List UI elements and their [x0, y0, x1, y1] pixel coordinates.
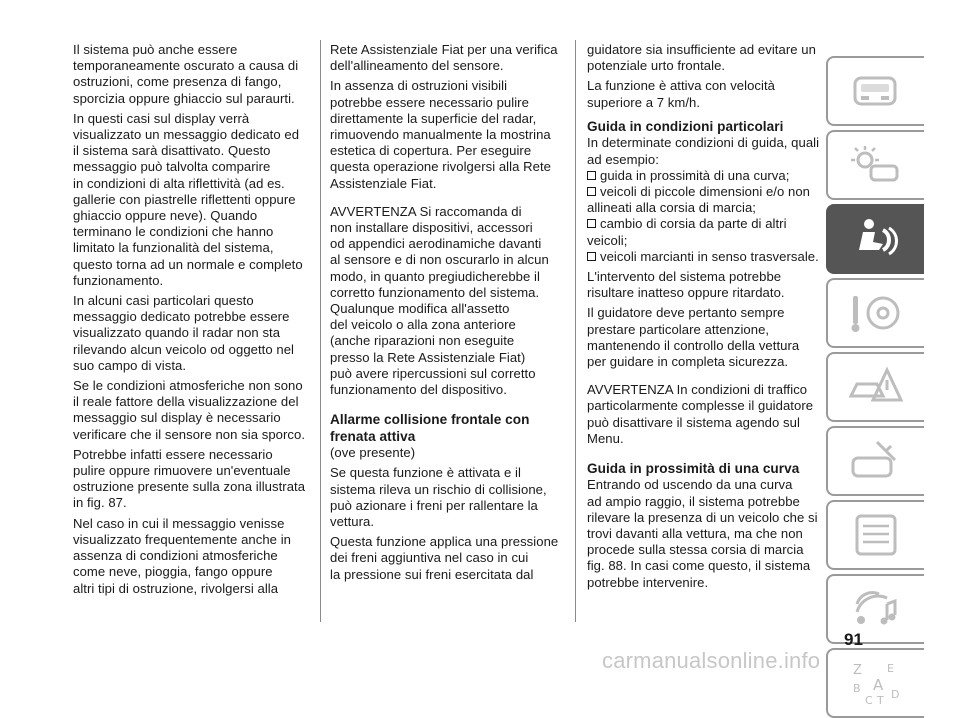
paragraph: Nel caso in cui il messaggio venisse visualizzato frequentemente anche in assenza di condizioni atmosferiche come neve, pioggia, fango oppure altri tipi di ostruzione, rivolgersi alla	[73, 515, 291, 596]
page-number: 91	[844, 630, 863, 649]
bullet-list	[587, 168, 823, 265]
section-heading: Allarme collisione frontale con frenata attiva	[330, 412, 530, 444]
paragraph: In assenza di ostruzioni visibili potrebbe essere necessario pulire direttamente la superficie del radar, rimuovendo manualmente la mostrina estetica di copertura. Per eseguire questa operazione rivolgersi alla Rete Assistenziale Fiat.	[330, 78, 551, 191]
section-heading: Guida in prossimità di una curva	[587, 460, 800, 476]
tab-dashboard[interactable]	[826, 56, 924, 126]
tab-safety[interactable]	[826, 204, 924, 274]
index-letter: Z	[853, 663, 862, 678]
paragraph: Se questa funzione è attivata e il sistema rileva un rischio di collisione, può azionare i freni per rallentare la vettura.	[330, 465, 547, 530]
paragraph: guidatore sia insufficiente ad evitare un potenziale urto frontale.	[587, 42, 816, 74]
paragraph: In alcuni casi particolari questo messaggio dedicato potrebbe essere visualizzato quando il radar non sta rilevando alcun veicolo od oggetto nel suo campo di vista.	[73, 293, 295, 373]
tab-maintenance[interactable]	[826, 426, 924, 496]
index-letter: B	[853, 682, 861, 695]
warning-lights-icon	[847, 140, 905, 190]
paragraph: Questa funzione applica una pressione dei freni aggiuntiva nel caso in cui la pressione sui freni esercitata dal	[330, 534, 559, 582]
paragraph: Se le condizioni atmosferiche non sono il reale fattore della visualizzazione del messaggio sul display è necessario verificare che il sensore non sia sporco.	[73, 378, 306, 442]
index-letter: A	[873, 676, 884, 694]
tab-emergency[interactable]	[826, 352, 924, 422]
paragraph: In determinate condizioni di guida, quali ad esempio:	[587, 135, 820, 167]
warning-note: AVVERTENZA Si raccomanda di non installare dispositivi, accessori od appendici aerodinamiche davanti al sensore e di non oscurarlo in alcun modo, in quanto pregiudicherebbe il corretto funzionamento del sistema. Qualunque modifica all'assetto del veicolo o alla zona anteriore (anche riparazioni non eseguite presso la Rete Assistenziale Fiat) può avere ripercussioni sul corretto funzionamento del dispositivo.	[330, 203, 549, 398]
tab-index[interactable]	[826, 648, 924, 718]
section-subheading: (ove presente)	[330, 445, 416, 461]
watermark: carmanualsonline.info	[602, 648, 821, 673]
tab-warning-lights[interactable]	[826, 130, 924, 200]
section-heading: Guida in condizioni particolari	[587, 118, 784, 134]
airbag-seat-icon	[847, 214, 905, 264]
paragraph: Il guidatore deve pertanto sempre prestare particolare attenzione, mantenendo il controllo della vettura per guidare in completa sicurezza.	[587, 305, 800, 369]
text-column-2	[330, 42, 562, 587]
paragraph: Potrebbe infatti essere necessario pulire oppure rimuovere un'eventuale ostruzione presente sulla zona illustrata in fig. 87.	[73, 446, 306, 511]
column-divider	[575, 40, 576, 622]
tab-technical-data[interactable]	[826, 500, 924, 570]
paragraph: Rete Assistenziale Fiat per una verifica dell'allineamento del sensore.	[330, 42, 558, 74]
index-letter: C	[865, 694, 873, 707]
technical-data-icon	[847, 510, 905, 560]
paragraph: In questi casi sul display verrà visualizzato un messaggio dedicato ed il sistema sarà disattivato. Questo messaggio può talvolta comparire in condizioni di alta riflettività (ad es. gallerie con piastrelle riflettenti oppure ghiaccio oppure neve). Quando terminano le condizioni che hanno limitato la funzionalità del sistema, questo torna ad un normale e completo funzionamento.	[73, 110, 303, 288]
maintenance-tools-icon	[847, 436, 905, 486]
paragraph: Il sistema può anche essere temporaneamente oscurato a causa di ostruzioni, come presenza di fango, sporcizia oppure ghiaccio sul paraurti.	[73, 42, 299, 106]
tab-multimedia[interactable]	[826, 574, 924, 644]
paragraph: La funzione è attiva con velocità superiore a 7 km/h.	[587, 78, 775, 110]
car-dashboard-icon	[847, 66, 905, 116]
list-item: veicoli marcianti in senso trasversale.	[587, 249, 823, 265]
index-letter: E	[887, 662, 894, 675]
multimedia-icon	[847, 584, 905, 634]
index-letter: T	[877, 694, 884, 707]
alphabetical-index-icon	[847, 658, 905, 708]
column-divider	[320, 40, 321, 622]
warning-note: AVVERTENZA In condizioni di traffico particolarmente complesse il guidatore può disattivare il sistema agendo sul Menu.	[587, 382, 814, 446]
paragraph: Entrando od uscendo da una curva ad ampio raggio, il sistema potrebbe rilevare la presenza di un veicolo che si trovi davanti alla vettura, ma che non procede sulla stessa corsia di marcia fig. 88. In casi come questo, il sistema potrebbe intervenire.	[587, 477, 818, 590]
list-item: guida in prossimità di una curva;	[587, 168, 823, 184]
index-letter: D	[891, 688, 900, 701]
text-column-1	[73, 42, 309, 601]
tab-starting-driving[interactable]	[826, 278, 924, 348]
key-steering-wheel-icon	[847, 288, 905, 338]
list-item: veicoli di piccole dimensioni e/o non allineati alla corsia di marcia;	[587, 184, 823, 216]
text-column-3	[587, 42, 823, 595]
breakdown-warning-icon	[847, 362, 905, 412]
list-item: cambio di corsia da parte di altri veicoli;	[587, 216, 823, 248]
paragraph: L'intervento del sistema potrebbe risultare inatteso oppure ritardato.	[587, 268, 785, 301]
